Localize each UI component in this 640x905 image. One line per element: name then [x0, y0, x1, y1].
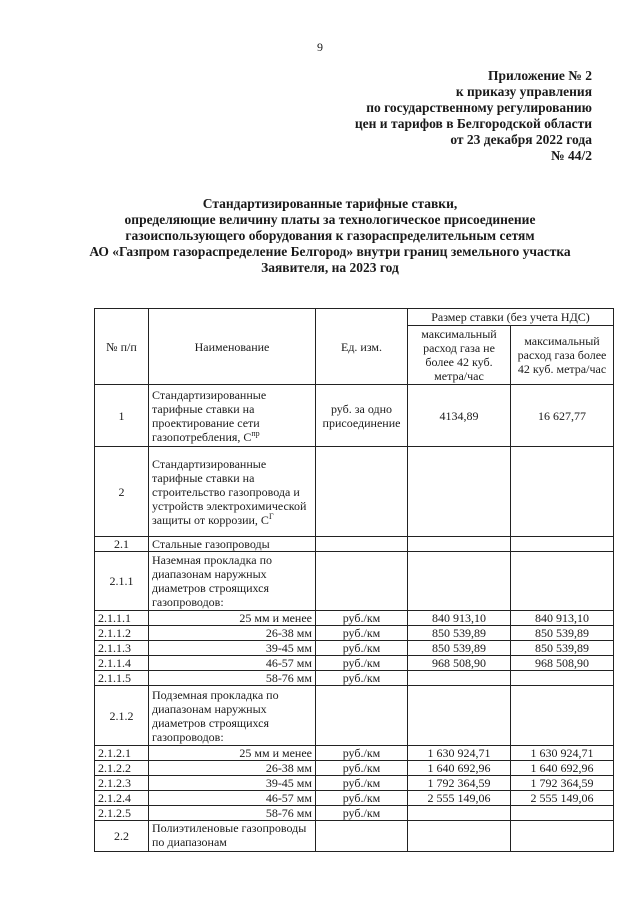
cell-value-le: [408, 686, 511, 746]
cell-name: 25 мм и менее: [149, 746, 316, 761]
cell-value-gt: 840 913,10: [511, 611, 614, 626]
table-row: [95, 671, 614, 686]
cell-unit: руб./км: [316, 641, 408, 656]
cell-value-le: 1 640 692,96: [408, 761, 511, 776]
table-row: [95, 761, 614, 776]
title-line: Заявителя, на 2023 год: [261, 260, 399, 275]
title-line: газоиспользующего оборудования к газораспределительным сетям: [125, 228, 535, 243]
appendix-line: от 23 декабря 2022 года: [450, 132, 592, 147]
cell-value-le: 840 913,10: [408, 611, 511, 626]
cell-name: 25 мм и менее: [149, 611, 316, 626]
cell-unit: руб./км: [316, 791, 408, 806]
cell-value-le: [408, 806, 511, 821]
cell-num: 2.1.2.2: [95, 761, 149, 776]
cell-num: 2.1.1: [95, 552, 149, 611]
cell-name: 39-45 мм: [149, 776, 316, 791]
cell-num: 2: [95, 447, 149, 537]
title-line: АО «Газпром газораспределение Белгород» внутри границ земельного участка: [89, 244, 571, 259]
cell-value-le: [408, 671, 511, 686]
cell-value-gt: [511, 686, 614, 746]
table-row: [95, 821, 614, 852]
appendix-line: цен и тарифов в Белгородской области: [354, 116, 592, 131]
cell-value-gt: 968 508,90: [511, 656, 614, 671]
header-rate: Размер ставки (без учета НДС): [408, 309, 614, 326]
cell-num: 2.1.2: [95, 686, 149, 746]
cell-value-le: [408, 552, 511, 611]
appendix-block: [292, 68, 592, 164]
cell-num: 2.1.2.3: [95, 776, 149, 791]
cell-num: 2.1.2.1: [95, 746, 149, 761]
cell-name-sup: пр: [251, 428, 260, 438]
table-header-row: [95, 309, 614, 326]
header-max-le: максимальный расход газа не более 42 куб. метра/час: [408, 326, 511, 385]
table-row: [95, 385, 614, 447]
cell-unit: руб./км: [316, 761, 408, 776]
cell-value-gt: 16 627,77: [511, 385, 614, 447]
cell-value-le: 850 539,89: [408, 641, 511, 656]
cell-unit: руб./км: [316, 656, 408, 671]
cell-unit: руб./км: [316, 806, 408, 821]
cell-value-gt: [511, 821, 614, 852]
cell-value-le: 1 630 924,71: [408, 746, 511, 761]
cell-value-gt: [511, 552, 614, 611]
cell-name: 46-57 мм: [149, 791, 316, 806]
cell-unit: [316, 821, 408, 852]
appendix-line: Приложение № 2: [488, 68, 592, 83]
cell-value-le: 2 555 149,06: [408, 791, 511, 806]
header-max-gt: максимальный расход газа более 42 куб. метра/час: [511, 326, 614, 385]
cell-value-le: 4134,89: [408, 385, 511, 447]
cell-name: Стальные газопроводы: [149, 537, 316, 552]
cell-num: 2.1.1.4: [95, 656, 149, 671]
cell-num: 2.1: [95, 537, 149, 552]
header-name: Наименование: [149, 309, 316, 385]
table-row: [95, 447, 614, 537]
page-number: 9: [317, 40, 323, 54]
cell-unit: руб./км: [316, 671, 408, 686]
table-row: [95, 776, 614, 791]
cell-value-gt: 850 539,89: [511, 641, 614, 656]
cell-value-le: 850 539,89: [408, 626, 511, 641]
appendix-line: № 44/2: [551, 148, 592, 163]
table-row: [95, 611, 614, 626]
cell-value-gt: [511, 671, 614, 686]
cell-value-gt: [511, 447, 614, 537]
cell-name: [149, 447, 316, 537]
title-line: определяющие величину платы за технологическое присоединение: [124, 212, 536, 227]
table-row: [95, 552, 614, 611]
document-title: [60, 196, 600, 276]
table-row: [95, 746, 614, 761]
cell-name: 58-76 мм: [149, 671, 316, 686]
table-row: [95, 791, 614, 806]
cell-value-gt: 1 630 924,71: [511, 746, 614, 761]
cell-value-le: [408, 821, 511, 852]
cell-value-gt: [511, 537, 614, 552]
cell-num: 2.1.1.3: [95, 641, 149, 656]
cell-unit: [316, 537, 408, 552]
table-row: [95, 537, 614, 552]
title-line: Стандартизированные тарифные ставки,: [202, 196, 458, 211]
cell-num: 2.2: [95, 821, 149, 852]
table-row: [95, 806, 614, 821]
cell-value-gt: 1 640 692,96: [511, 761, 614, 776]
cell-unit: руб. за одно присоединение: [316, 385, 408, 447]
cell-name: 26-38 мм: [149, 761, 316, 776]
cell-num: 2.1.2.4: [95, 791, 149, 806]
header-unit: Ед. изм.: [316, 309, 408, 385]
cell-unit: [316, 686, 408, 746]
cell-name: [149, 385, 316, 447]
cell-name: 39-45 мм: [149, 641, 316, 656]
cell-unit: руб./км: [316, 776, 408, 791]
cell-name-text: Стандартизированные тарифные ставки на проектирование сети газопотребления, С: [152, 387, 267, 444]
cell-unit: [316, 552, 408, 611]
cell-name: 26-38 мм: [149, 626, 316, 641]
cell-value-le: 1 792 364,59: [408, 776, 511, 791]
cell-value-le: [408, 447, 511, 537]
cell-value-gt: 850 539,89: [511, 626, 614, 641]
table-row: [95, 641, 614, 656]
appendix-line: по государственному регулированию: [366, 100, 592, 115]
table-row: [95, 656, 614, 671]
cell-unit: руб./км: [316, 746, 408, 761]
cell-value-gt: [511, 806, 614, 821]
cell-num: 1: [95, 385, 149, 447]
cell-value-le: 968 508,90: [408, 656, 511, 671]
cell-name-sup: Г: [268, 511, 274, 521]
table-row: [95, 626, 614, 641]
cell-value-gt: 2 555 149,06: [511, 791, 614, 806]
cell-unit: руб./км: [316, 626, 408, 641]
cell-name-text: Стандартизированные тарифные ставки на строительство газопровода и устройств электрохимической защиты от коррозии, С: [152, 456, 307, 527]
table-row: [95, 686, 614, 746]
tariff-table: [94, 308, 614, 852]
cell-num: 2.1.1.2: [95, 626, 149, 641]
cell-unit: [316, 447, 408, 537]
cell-name: Подземная прокладка по диапазонам наружных диаметров строящихся газопроводов:: [149, 686, 316, 746]
cell-value-le: [408, 537, 511, 552]
cell-unit: руб./км: [316, 611, 408, 626]
cell-name: 58-76 мм: [149, 806, 316, 821]
cell-name: Полиэтиленовые газопроводы по диапазонам: [149, 821, 316, 852]
cell-num: 2.1.1.5: [95, 671, 149, 686]
cell-name: Наземная прокладка по диапазонам наружных диаметров строящихся газопроводов:: [149, 552, 316, 611]
cell-value-gt: 1 792 364,59: [511, 776, 614, 791]
cell-name: 46-57 мм: [149, 656, 316, 671]
cell-num: 2.1.2.5: [95, 806, 149, 821]
appendix-line: к приказу управления: [455, 84, 592, 99]
cell-num: 2.1.1.1: [95, 611, 149, 626]
header-num: № п/п: [95, 309, 149, 385]
